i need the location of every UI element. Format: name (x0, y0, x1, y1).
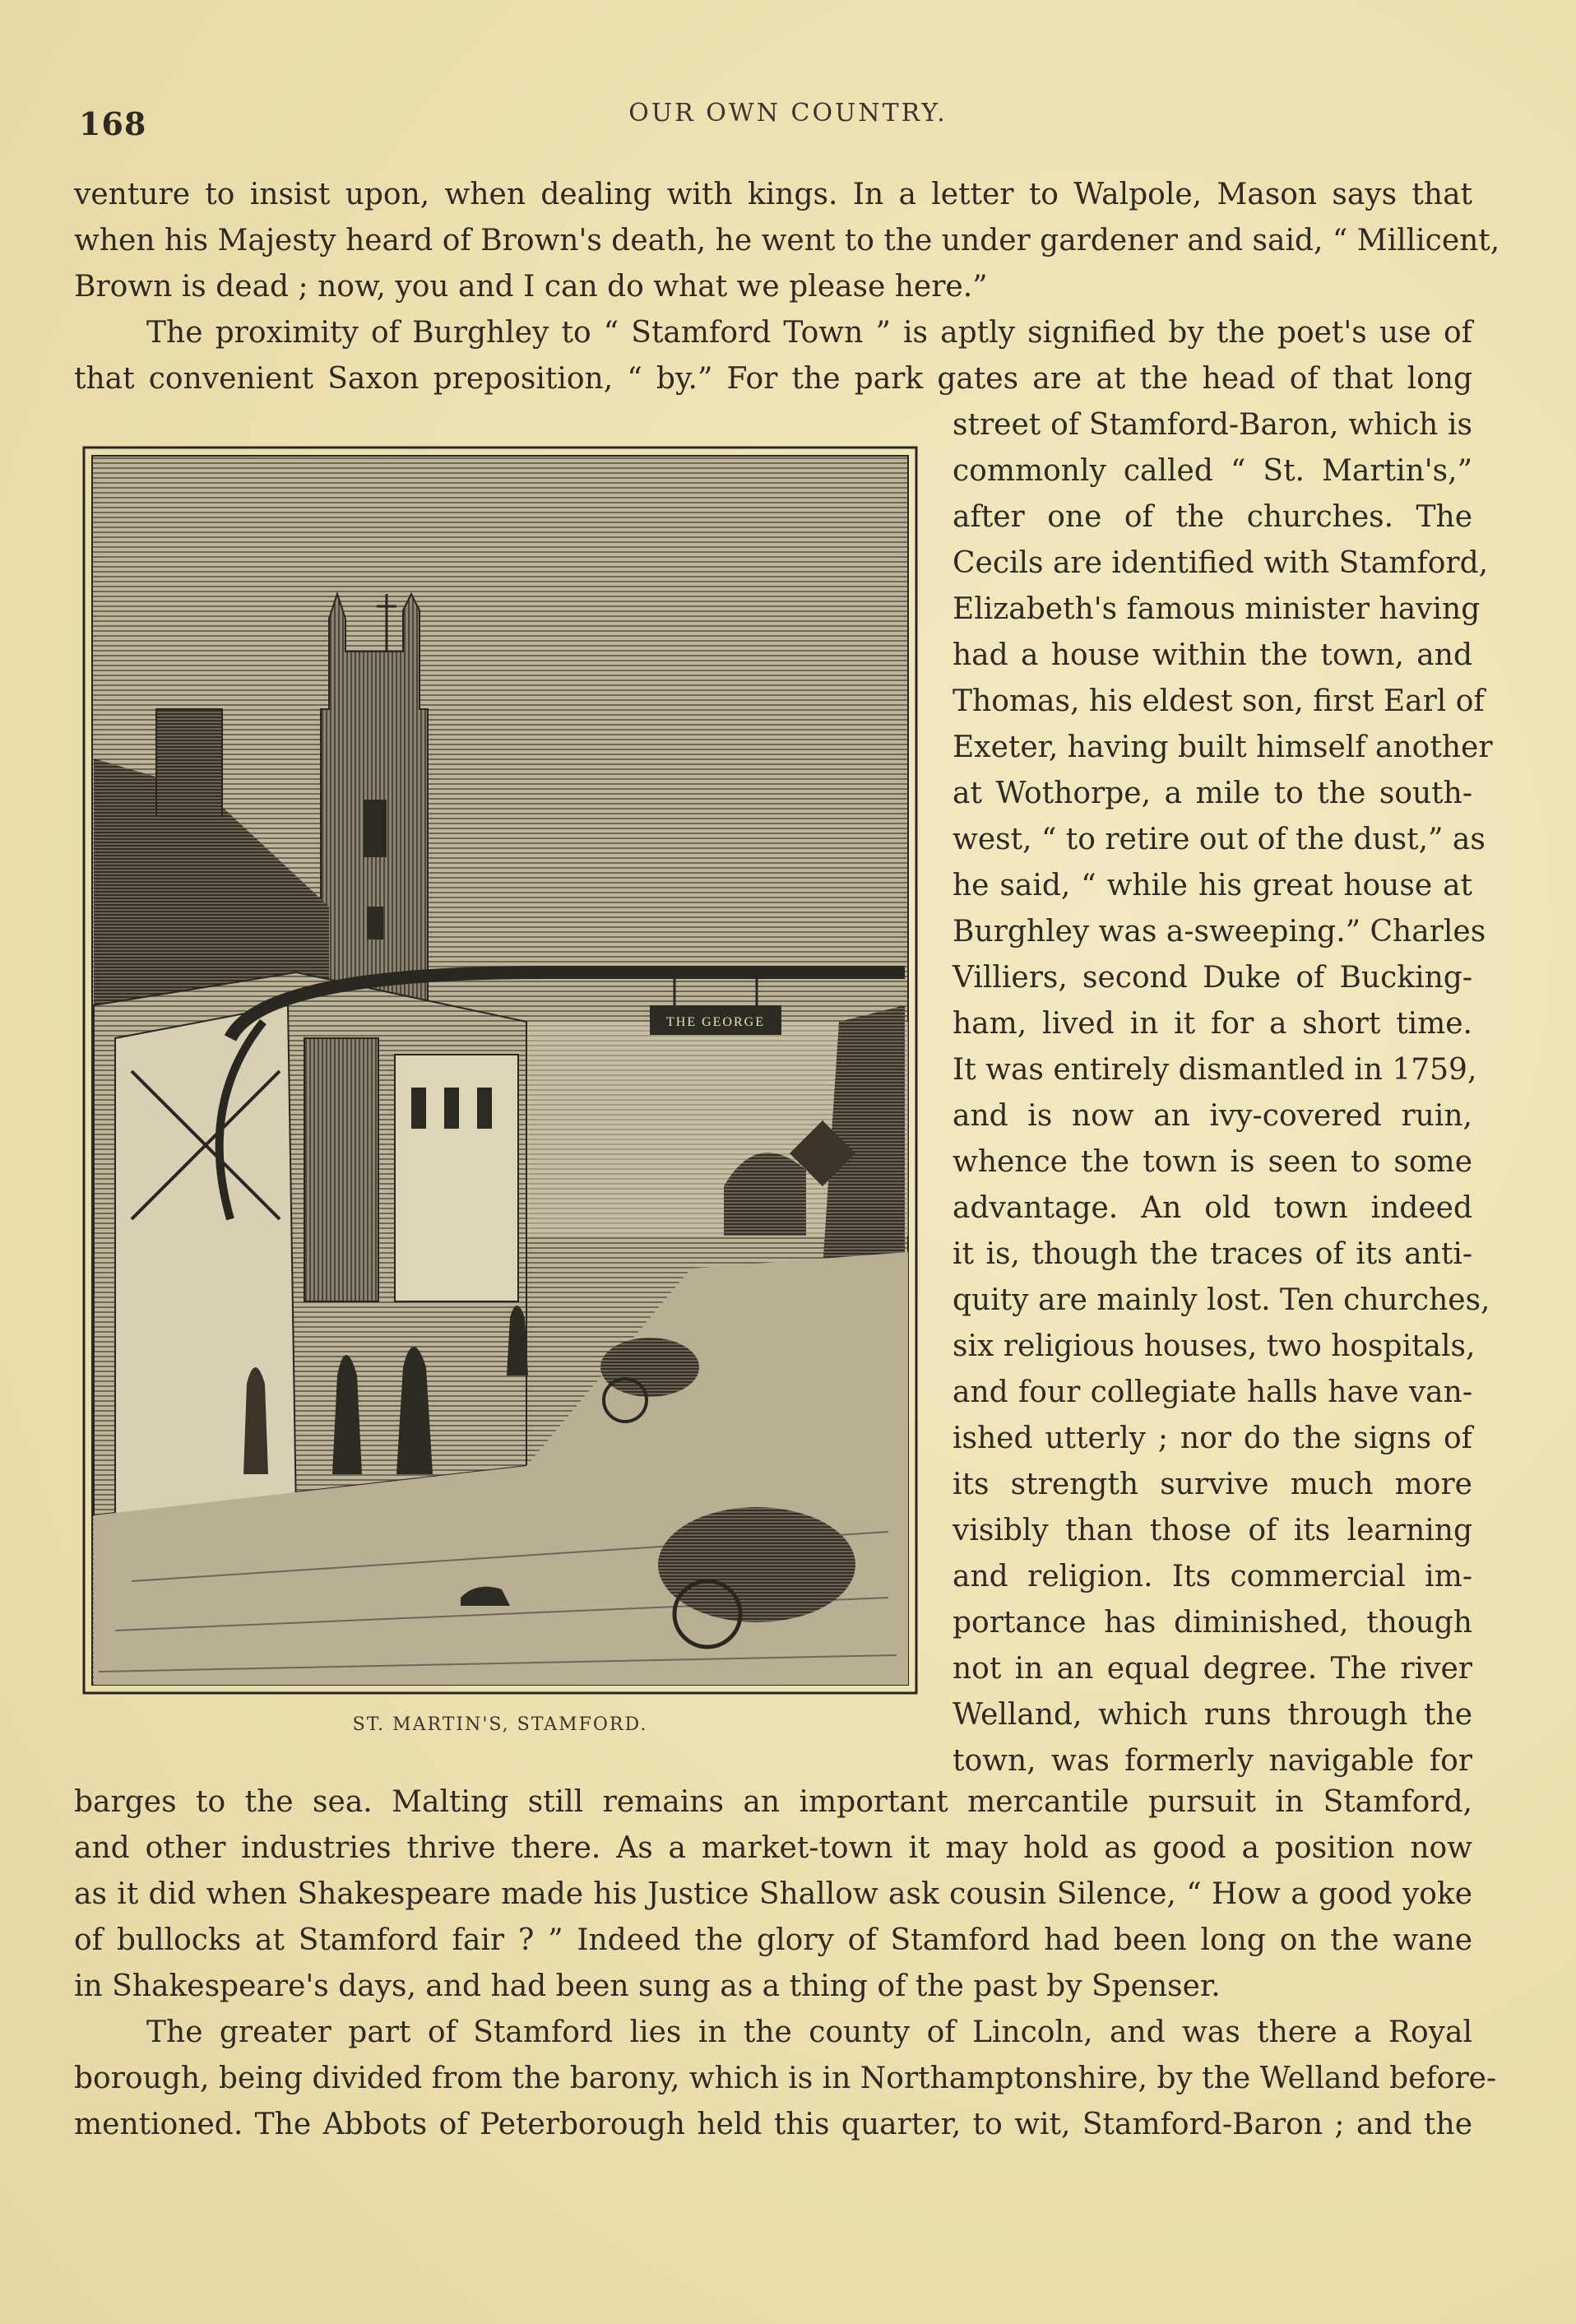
text-line: barges to the sea. Malting still remains an important mercantile pursuit in Stamford, (74, 1785, 1472, 1819)
text-line: and is now an ivy-covered ruin, (953, 1099, 1472, 1133)
text-line: visibly than those of its learning (953, 1514, 1472, 1547)
running-title: OUR OWN COUNTRY. (628, 99, 948, 128)
text-line: it is, though the traces of its anti- (953, 1237, 1472, 1271)
sign-text: THE GEORGE (666, 1015, 765, 1029)
text-line: and four collegiate halls have van- (953, 1375, 1472, 1409)
text-line: The proximity of Burghley to “ Stamford Town ” is aptly signified by the poet's use of (146, 316, 1472, 350)
text-line: borough, being divided from the barony, which is in Northamptonshire, by the Welland before- (74, 2062, 1497, 2095)
text-line: its strength survive much more (953, 1468, 1472, 1501)
text-line: west, “ to retire out of the dust,” as (953, 823, 1486, 856)
text-line: at Wothorpe, a mile to the south- (953, 777, 1472, 810)
engraving-illustration (82, 446, 918, 1695)
text-line: advantage. An old town indeed (953, 1191, 1472, 1225)
text-line: of bullocks at Stamford fair ? ” Indeed the glory of Stamford had been long on the wane (74, 1923, 1472, 1957)
text-line: and other industries thrive there. As a market-town it may hold as good a position now (74, 1831, 1472, 1865)
text-line: when his Majesty heard of Brown's death, he went to the under gardener and said, “ Millicent, (74, 224, 1500, 257)
text-line: in Shakespeare's days, and had been sung as a thing of the past by Spenser. (74, 1969, 1221, 2003)
text-line: not in an equal degree. The river (953, 1652, 1472, 1686)
text-line: venture to insist upon, when dealing with kings. In a letter to Walpole, Mason says that (74, 178, 1472, 211)
page-number: 168 (79, 105, 147, 142)
text-line: six religious houses, two hospitals, (953, 1329, 1476, 1363)
text-line: town, was formerly navigable for (953, 1744, 1472, 1778)
text-line: after one of the churches. The (953, 500, 1472, 534)
text-line: Elizabeth's famous minister having (953, 592, 1481, 626)
text-line: ham, lived in it for a short time. (953, 1007, 1472, 1041)
text-line: Exeter, having built himself another (953, 731, 1493, 764)
figure-caption: ST. MARTIN'S, STAMFORD. (352, 1714, 648, 1735)
text-line: street of Stamford-Baron, which is (953, 408, 1472, 442)
text-line: commonly called “ St. Martin's,” (953, 454, 1472, 488)
text-line: mentioned. The Abbots of Peterborough held this quarter, to wit, Stamford-Baron ; and the (74, 2108, 1472, 2141)
text-line: It was entirely dismantled in 1759, (953, 1053, 1477, 1087)
text-line: Welland, which runs through the (953, 1698, 1472, 1732)
text-line: whence the town is seen to some (953, 1145, 1472, 1179)
text-line: The greater part of Stamford lies in the county of Lincoln, and was there a Royal (146, 2016, 1472, 2049)
text-line: had a house within the town, and (953, 638, 1472, 672)
text-line: as it did when Shakespeare made his Justice Shallow ask cousin Silence, “ How a good yoke (74, 1877, 1472, 1911)
text-line: quity are mainly lost. Ten churches, (953, 1283, 1490, 1317)
street-scene-engraving (82, 446, 918, 1695)
text-line: portance has diminished, though (953, 1606, 1472, 1640)
text-line: and religion. Its commercial im- (953, 1560, 1472, 1593)
text-line: he said, “ while his great house at (953, 869, 1472, 902)
text-line: Cecils are identified with Stamford, (953, 546, 1489, 580)
text-line: Brown is dead ; now, you and I can do what we please here.” (74, 270, 988, 304)
text-line: Villiers, second Duke of Bucking- (953, 961, 1472, 995)
text-line: Burghley was a-sweeping.” Charles (953, 915, 1486, 949)
text-line: ished utterly ; nor do the signs of (953, 1422, 1472, 1455)
text-line: that convenient Saxon preposition, “ by.” For the park gates are at the head of that long (74, 362, 1472, 396)
text-line: Thomas, his eldest son, first Earl of (953, 684, 1485, 718)
